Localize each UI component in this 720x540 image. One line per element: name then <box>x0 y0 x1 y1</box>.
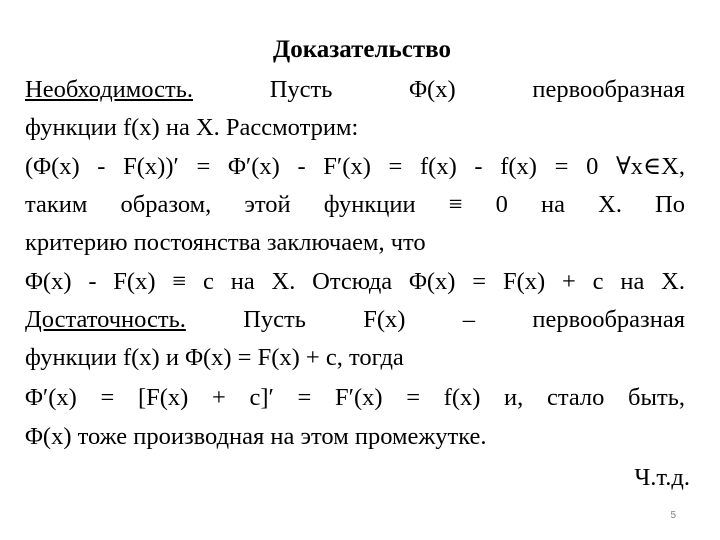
necessity-heading: Необходимость. <box>25 76 194 103</box>
proof-line <box>25 305 685 335</box>
line-text: Пусть F(x) – первообразная <box>185 306 685 333</box>
line-text: функции f(x) и Φ(x) = F(x) + c, тогда <box>25 344 404 371</box>
line-text: критерию постоянства заключаем, что <box>25 229 426 256</box>
line-text: таким образом, этой функции ≡ 0 на X. По <box>25 191 685 218</box>
proof-line <box>25 422 685 452</box>
proof-line <box>25 383 685 413</box>
proof-line <box>25 190 685 220</box>
line-text: Пусть Φ(x) первообразная <box>193 76 685 103</box>
proof-line <box>25 267 685 297</box>
line-text: Φ′(x) = [F(x) + c]′ = F′(x) = f(x) и, стало быть, <box>25 384 685 411</box>
proof-line <box>25 152 685 182</box>
proof-line <box>25 343 685 373</box>
sufficiency-heading: Достаточность. <box>25 306 186 333</box>
qed-mark: Ч.т.д. <box>634 464 690 491</box>
proof-line <box>25 113 685 143</box>
line-text: Φ(x) тоже производная на этом промежутке. <box>25 423 487 450</box>
line-text: функции f(x) на X. Рассмотрим: <box>25 114 359 141</box>
line-text: Φ(x) - F(x) ≡ c на X. Отсюда Φ(x) = F(x) + c на X. <box>25 268 685 295</box>
proof-line <box>25 75 685 105</box>
line-text: (Φ(x) - F(x))′ = Φ′(x) - F′(x) = f(x) - f(x) = 0 ∀x∈X, <box>25 153 685 180</box>
proof-line <box>25 228 685 258</box>
slide-title: Доказательство <box>273 36 451 63</box>
page-number: 5 <box>670 510 676 521</box>
